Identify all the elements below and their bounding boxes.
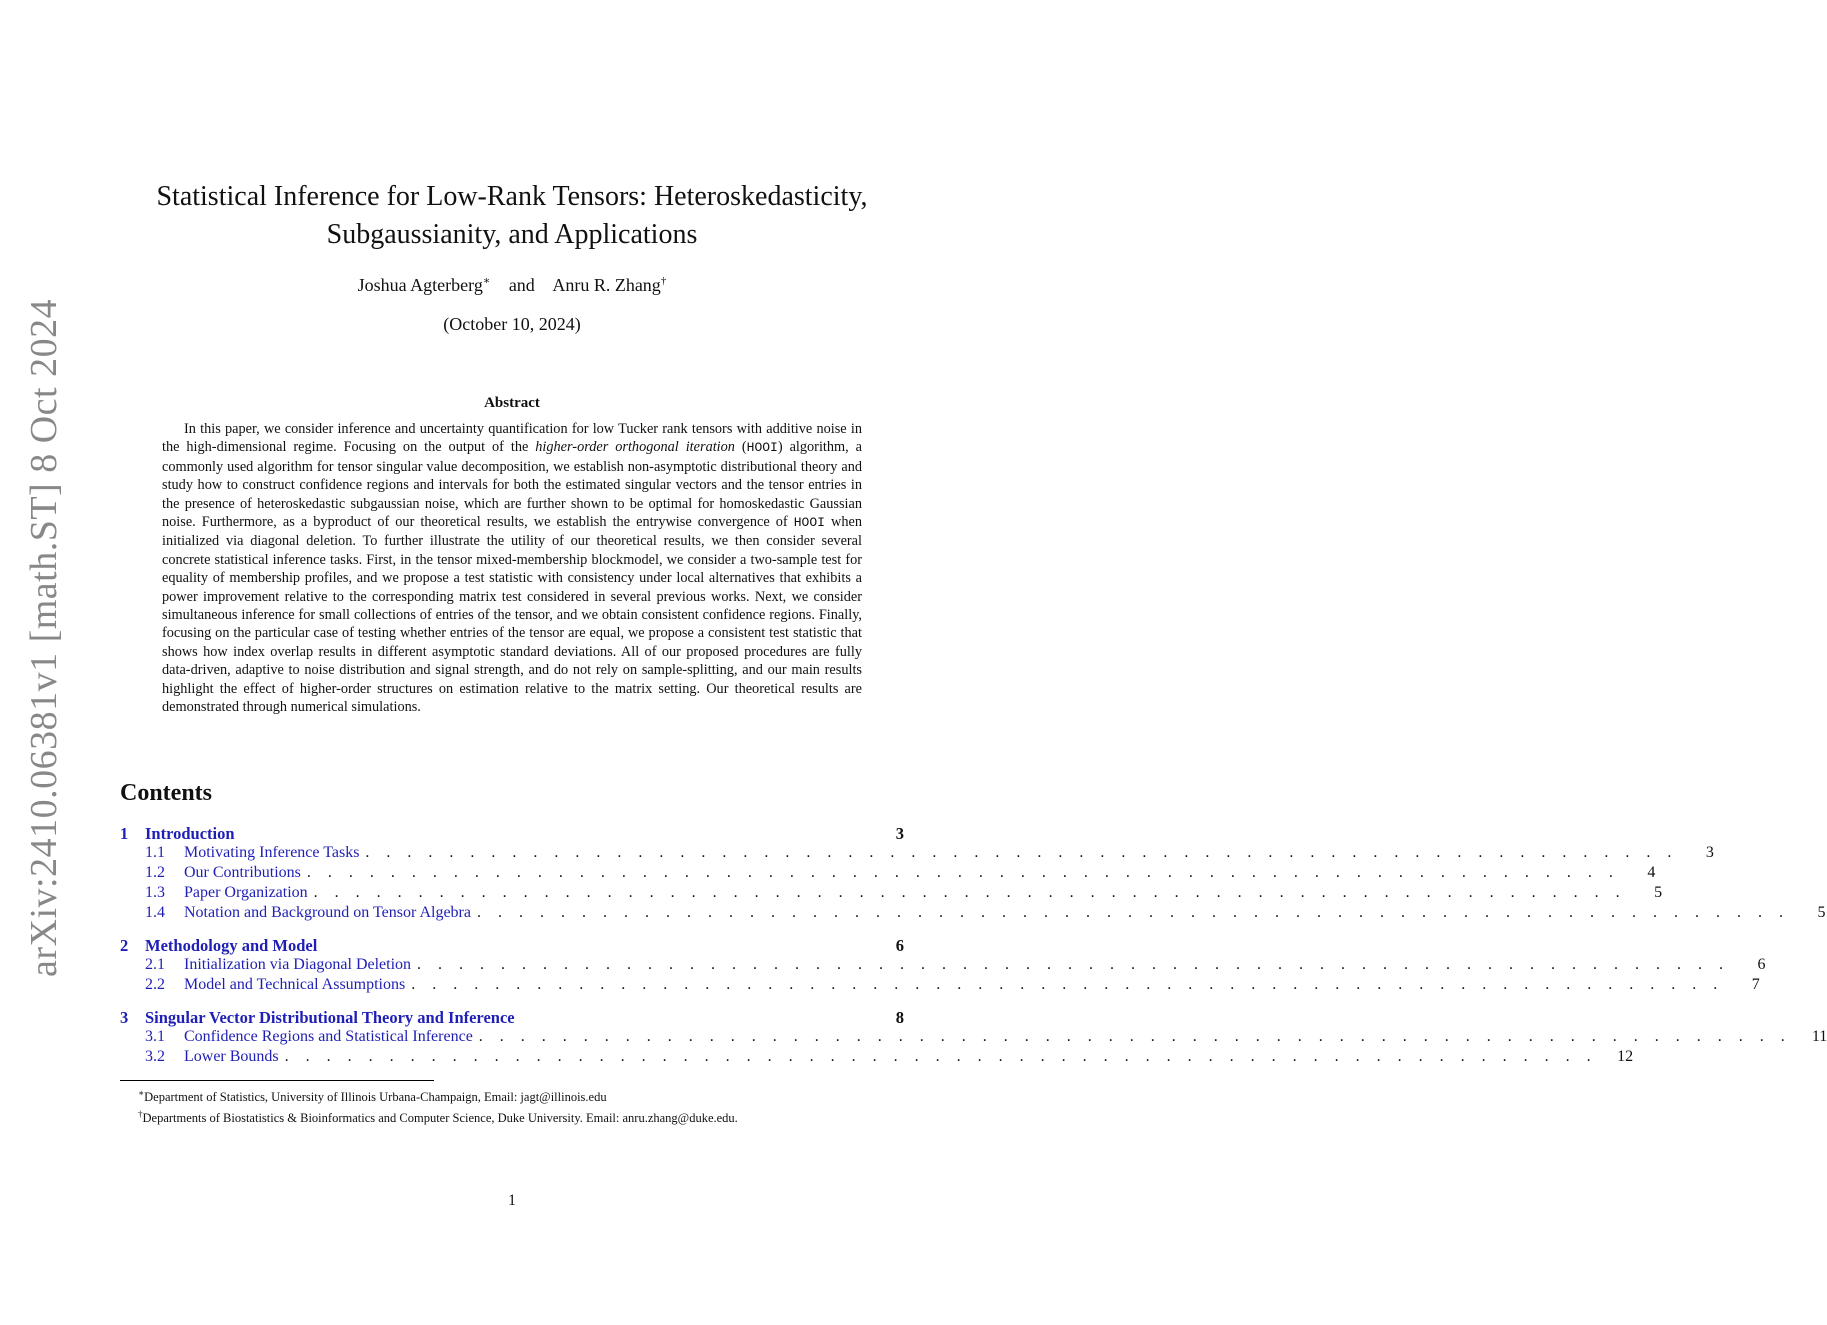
author-1: Joshua Agterberg — [357, 275, 483, 295]
table-of-contents — [120, 824, 1827, 1080]
hooi-code: HOOI — [746, 440, 778, 456]
toc-entry-notation-and-background[interactable]: 1.4 Notation and Background on Tensor Algebra . . . . . . . . . . . . . . . . . . . . . . . . . . . . . . . . . . . . . . . . . . . . . . . . . . . . . . . . . . . . . . . 5 — [145, 904, 1826, 921]
footnote-divider — [120, 1080, 434, 1081]
abstract-heading: Abstract — [484, 395, 540, 411]
toc-entry-model-and-technical-assumptions[interactable]: 2.2 Model and Technical Assumptions . . . . . . . . . . . . . . . . . . . . . . . . . . . . . . . . . . . . . . . . . . . . . . . . . . . . . . . . . . . . . . . 7 — [145, 976, 1760, 993]
footnote-2: †Departments of Biostatistics & Bioinformatics and Computer Science, Duke University. Email: anru.zhang@duke.edu. — [138, 1109, 738, 1126]
toc-leader: . . . . . . . . . . . . . . . . . . . . . . . . . . . . . . . . . . . . . . . . . . . . . . . . . . . . . . . . . . . . . . . — [478, 1028, 1792, 1045]
toc-leader: . . . . . . . . . . . . . . . . . . . . . . . . . . . . . . . . . . . . . . . . . . . . . . . . . . . . . . . . . . . . . . . — [313, 884, 1627, 901]
toc-leader: . . . . . . . . . . . . . . . . . . . . . . . . . . . . . . . . . . . . . . . . . . . . . . . . . . . . . . . . . . . . . . . — [306, 864, 1620, 881]
toc-leader: . . . . . . . . . . . . . . . . . . . . . . . . . . . . . . . . . . . . . . . . . . . . . . . . . . . . . . . . . . . . . . . — [476, 904, 1790, 921]
toc-entry-paper-organization[interactable]: 1.3 Paper Organization . . . . . . . . . . . . . . . . . . . . . . . . . . . . . . . . . . . . . . . . . . . . . . . . . . . . . . . . . . . . . . . 5 — [145, 884, 1663, 901]
abstract-emphasis: higher-order orthogonal iteration — [535, 439, 735, 456]
author-2: Anru R. Zhang — [552, 275, 661, 295]
author-1-footnote-mark[interactable]: ∗ — [482, 275, 491, 287]
author-list — [120, 274, 904, 296]
toc-entry-initialization-via-diagonal-deletion[interactable]: 2.1 Initialization via Diagonal Deletion . . . . . . . . . . . . . . . . . . . . . . . . . . . . . . . . . . . . . . . . . . . . . . . . . . . . . . . . . . . . . . . 6 — [145, 956, 1766, 973]
paper-title — [120, 178, 904, 254]
toc-leader: . . . . . . . . . . . . . . . . . . . . . . . . . . . . . . . . . . . . . . . . . . . . . . . . . . . . . . . . . . . . . . . — [411, 976, 1724, 993]
page-number: 1 — [508, 1192, 516, 1209]
toc-entry-lower-bounds[interactable]: 3.2 Lower Bounds . . . . . . . . . . . . . . . . . . . . . . . . . . . . . . . . . . . . . . . . . . . . . . . . . . . . . . . . . . . . . . . 12 — [145, 1048, 1634, 1065]
footnotes — [138, 1085, 738, 1127]
toc-leader: . . . . . . . . . . . . . . . . . . . . . . . . . . . . . . . . . . . . . . . . . . . . . . . . . . . . . . . . . . . . . . . — [417, 956, 1730, 973]
toc-entry-singular-vector-theory[interactable]: 3 Singular Vector Distributional Theory and Inference 8 — [120, 1008, 904, 1027]
toc-entry-confidence-regions[interactable]: 3.1 Confidence Regions and Statistical Inference . . . . . . . . . . . . . . . . . . . . . . . . . . . . . . . . . . . . . . . . . . . . . . . . . . . . . . . . . . . . . . . 11 — [145, 1028, 1827, 1045]
title-line-1: Statistical Inference for Low-Rank Tensors: Heteroskedasticity, — [156, 181, 868, 212]
toc-leader: . . . . . . . . . . . . . . . . . . . . . . . . . . . . . . . . . . . . . . . . . . . . . . . . . . . . . . . . . . . . . . . — [284, 1048, 1598, 1065]
author-2-footnote-mark[interactable]: † — [660, 275, 667, 287]
toc-section-1 — [120, 824, 1826, 924]
arxiv-identifier: arXiv:2410.06381v1 [math.ST] 8 Oct 2024 — [23, 298, 65, 977]
toc-entry-our-contributions[interactable]: 1.2 Our Contributions . . . . . . . . . . . . . . . . . . . . . . . . . . . . . . . . . . . . . . . . . . . . . . . . . . . . . . . . . . . . . . . 4 — [145, 864, 1656, 881]
footnote-1: ∗Department of Statistics, University of Illinois Urbana-Champaign, Email: jagt@illinois.edu — [138, 1088, 607, 1105]
title-line-2: Subgaussianity, and Applications — [326, 219, 698, 250]
toc-entry-introduction[interactable]: 1 Introduction 3 — [120, 824, 904, 843]
author-conjunction: and — [508, 275, 535, 295]
contents-heading: Contents — [120, 780, 213, 806]
toc-leader: . . . . . . . . . . . . . . . . . . . . . . . . . . . . . . . . . . . . . . . . . . . . . . . . . . . . . . . . . . . . . . . — [365, 844, 1678, 861]
paper-date: (October 10, 2024) — [443, 314, 581, 334]
hooi-code: HOOI — [793, 515, 825, 531]
toc-entry-methodology-and-model[interactable]: 2 Methodology and Model 6 — [120, 936, 904, 955]
toc-entry-motivating-inference-tasks[interactable]: 1.1 Motivating Inference Tasks . . . . . . . . . . . . . . . . . . . . . . . . . . . . . . . . . . . . . . . . . . . . . . . . . . . . . . . . . . . . . . . 3 — [145, 844, 1714, 861]
toc-section-3 — [120, 1008, 1827, 1068]
abstract-body: In this paper, we consider inference and uncertainty quantification for low Tucker rank tensors with additive noise in the high-dimensional regime. Focusing on the output of the higher-order orthogonal iteration (HOOI) algorithm, a commonly used algorithm for tensor singular value decomposition, we establish non-asymptotic distributional theory and study how to construct confidence regions and intervals for both the estimated singular vectors and the tensor entries in the presence of heteroskedastic subgaussian noise, which are further shown to be optimal for homoskedastic Gaussian noise. Furthermore, as a byproduct of our theoretical results, we establish the entrywise convergence of HOOI when initialized via diagonal deletion. To further illustrate the utility of our theoretical results, we then consider several concrete statistical inference tasks. First, in the tensor mixed-membership blockmodel, we consider a two-sample test for equality of membership profiles, and we propose a test statistic with consistency under local alternatives that exhibits a power improvement relative to the corresponding matrix test considered in several previous works. Next, we consider simultaneous inference for small collections of entries of the tensor, and we obtain consistent confidence regions. Finally, focusing on the particular case of testing whether entries of the tensor are equal, we propose a consistent test statistic that shows how index overlap results in different asymptotic standard deviations. All of our proposed procedures are fully data-driven, adaptive to noise distribution and signal strength, and do not rely on sample-splitting, and our main results highlight the effect of higher-order structures on estimation relative to the matrix setting. Our theoretical results are demonstrated through numerical simulations. — [162, 421, 863, 716]
toc-section-2 — [120, 936, 1766, 996]
